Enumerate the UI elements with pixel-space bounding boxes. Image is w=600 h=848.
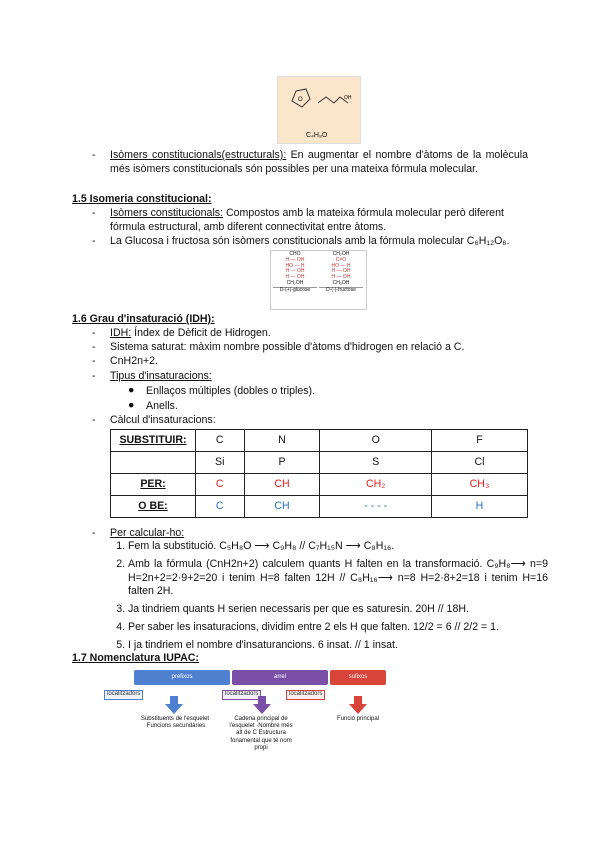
s15-item1-text: Compostos amb la mateixa fórmula molecular però diferent fórmula estructural, amb diferent connectivitat entre àtoms. — [110, 207, 504, 233]
table-row — [111, 474, 528, 496]
formula-cnh2n2: CnH2n+2. — [110, 355, 158, 367]
dash: - — [92, 235, 96, 247]
iupac-diagram — [100, 668, 400, 768]
fructose-row: HO — H — [331, 262, 351, 269]
heading-1-5: 1.5 Isomeria constitucional: — [72, 193, 212, 205]
arrow-down-icon — [165, 696, 183, 714]
table-cell: SUBSTITUIR: — [111, 430, 196, 452]
saturated-text: Sistema saturat: màxim nombre possible d'àtoms d'hidrogen en relació a C. — [110, 341, 465, 353]
list-item: 4. Per saber les insaturacions, dividim entre 2 els H que falten. 12/2 = 6 // 2/2 = 1. — [128, 621, 548, 635]
bullet-item: Anells. — [146, 400, 178, 412]
dash: - — [92, 370, 96, 382]
intro-text: En augmentar el nombre d'àtoms de la molècula més isòmers constitucionals són possibles per una mateixa fórmula molecular. — [110, 149, 528, 175]
dash: - — [92, 527, 96, 539]
table-row — [111, 430, 528, 452]
suffix-label: sufixos — [348, 674, 368, 680]
desc-suffix: Funció principal — [336, 716, 380, 722]
list-item: 5. I ja tindriem el nombre d'insaturancions. 6 insat. // 1 insat. — [128, 639, 548, 653]
root-label: arrel — [273, 674, 286, 680]
fructose-caption: D-(-)-fructose — [319, 287, 363, 294]
per-calcular: Per calcular-ho: — [110, 527, 185, 539]
bullet-item: Enllaços múltiples (dobles o triples). — [146, 385, 315, 397]
intro-label: Isòmers constitucionals(estructurals): — [110, 149, 287, 161]
substitution-table — [110, 429, 528, 518]
glucose-bottom: CH₂OH — [286, 279, 304, 286]
table-cell: CH₂ — [320, 474, 432, 496]
table-cell: Si — [196, 452, 245, 474]
dash: - — [92, 355, 96, 367]
tag-localitzadors: localitzadors — [222, 690, 261, 700]
glucose-row: H — OH — [285, 256, 305, 263]
table-cell: Cl — [431, 452, 527, 474]
table-cell: F — [431, 430, 527, 452]
list-item: 1. Fem la substitució. C₅H₈O ⟶ C₉H₈ // C₇H₁₅N ⟶ C₈H₁₆. — [128, 540, 548, 554]
fructose-row: H — OH — [331, 268, 351, 275]
bullet-dot: ● — [128, 384, 135, 396]
dash: - — [92, 207, 96, 219]
s15-item1 — [110, 207, 530, 235]
tag-localitzadors: localitzadors — [286, 690, 325, 700]
s15-item1-label: Isòmers constitucionals: — [110, 207, 224, 219]
intro-item — [110, 149, 528, 177]
s15-item2: La Glucosa i fructosa són isòmers constitucionals amb la fórmula molecular C₆H₁₂O₆. — [110, 235, 510, 247]
structure-drawing — [278, 77, 360, 127]
fructose-drawing — [319, 252, 363, 293]
fructose-top: CH₂OH — [332, 251, 350, 257]
table-cell: - - - - — [320, 496, 432, 518]
dash: - — [92, 149, 96, 161]
glucose-row: HO — H — [285, 262, 305, 269]
table-cell: CH — [244, 496, 320, 518]
tag-localitzadors: localitzadors — [104, 690, 143, 700]
idh-item — [110, 327, 271, 341]
dash: - — [92, 414, 96, 426]
idh-label: IDH: — [110, 327, 132, 339]
dash: - — [92, 327, 96, 339]
table-row — [111, 452, 528, 474]
table-cell: C — [196, 496, 245, 518]
glucose-caption: D-(+)-glucose — [273, 287, 317, 294]
dash: - — [92, 341, 96, 353]
prefix-label: prefixos — [171, 674, 193, 680]
figure-glucose-fructose — [270, 250, 367, 310]
table-cell: O BE: — [111, 496, 196, 518]
desc-prefix: Substituents de l'esquelet ·Funcions secundàries — [140, 716, 210, 730]
table-row — [111, 496, 528, 518]
table-cell: N — [244, 430, 320, 452]
fructose-row: H — OH — [331, 274, 351, 280]
fructose-row: C=O — [335, 256, 347, 263]
desc-root: Cadena principal de l'esquelet ·Nombre més alt de C Estructura fonamental que té nom propi — [229, 716, 293, 751]
table-cell: H — [431, 496, 527, 518]
arrow-down-icon — [349, 696, 367, 714]
table-cell: S — [320, 452, 432, 474]
table-cell — [111, 452, 196, 474]
heading-1-6: 1.6 Grau d'insaturació (IDH): — [72, 313, 215, 325]
figure1-formula: C₄H₈O — [306, 132, 328, 139]
list-item: 3. Ja tindriem quants H serien necessaris per que es saturesin. 20H // 18H. — [128, 603, 548, 617]
table-cell: C — [196, 474, 245, 496]
glucose-row: H — OH — [285, 274, 305, 280]
list-item: 2. Amb la fórmula (CnH2n+2) calculem quants H falten en la transformació. C₉H₈⟶ n=9 H=2n+2=2·9+2=20 i tenim H=8 falten 12H // C₈H₁₆⟶ n=8 H=2·8+2=18 i tenim H=16 falten 2H. — [128, 558, 548, 599]
glucose-drawing — [273, 252, 317, 293]
heading-1-7: 1.7 Nomenclatura IUPAC: — [72, 652, 199, 664]
table-cell: PER: — [111, 474, 196, 496]
steps-list — [110, 540, 548, 656]
idh-text: Índex de Dèficit de Hidrogen. — [131, 327, 271, 339]
table-cell: CH — [244, 474, 320, 496]
table-cell: C — [196, 430, 245, 452]
glucose-top: CHO — [289, 251, 301, 257]
table-cell: P — [244, 452, 320, 474]
table-cell: O — [320, 430, 432, 452]
tipus-label: Tipus d'insaturacions: — [110, 370, 212, 382]
bullet-dot: ● — [128, 399, 135, 411]
svg-text:O: O — [298, 97, 303, 103]
arrow-down-icon — [253, 696, 271, 714]
table-cell: CH₃ — [431, 474, 527, 496]
glucose-row: H — OH — [285, 268, 305, 275]
svg-text:OH: OH — [344, 95, 352, 101]
calc-text: Càlcul d'insaturacions: — [110, 414, 216, 426]
fructose-bottom: CH₂OH — [332, 279, 350, 286]
